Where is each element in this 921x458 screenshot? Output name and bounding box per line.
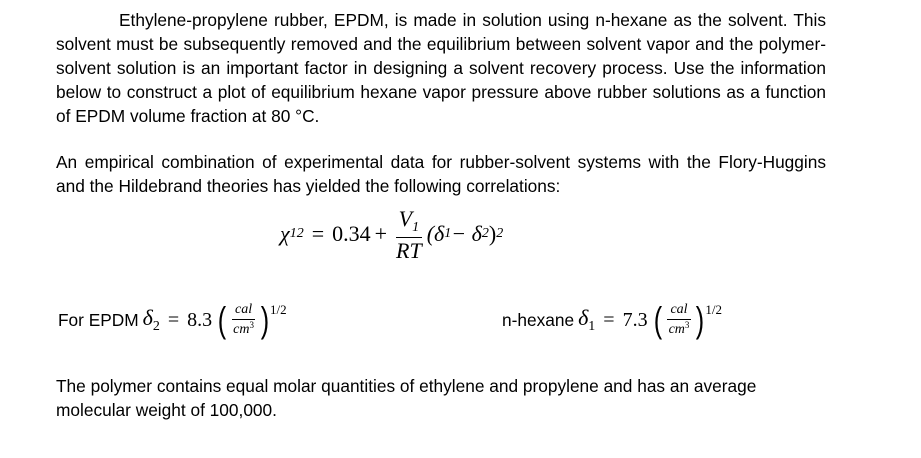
chi-symbol: χ <box>280 221 290 247</box>
equation-plus: + <box>374 221 388 247</box>
molar-volume-symbol: V <box>398 206 413 231</box>
equation-equals: = <box>311 221 325 247</box>
hexane-label: n-hexane <box>502 309 575 330</box>
hexane-delta-symbol: $\delta_1$ <box>578 305 596 334</box>
epdm-value: 8.3 <box>187 308 213 331</box>
delta1-open: (δ <box>426 221 445 247</box>
epdm-equals: = <box>167 308 180 331</box>
epdm-exponent: 1/2 <box>270 302 287 317</box>
epdm-label: For EPDM <box>58 309 139 330</box>
chi-subscript: 12 <box>289 226 304 242</box>
equation-power: 2 <box>496 226 504 242</box>
epdm-solubility-parameter: For EPDM $\delta_2$ = 8.3 ( $\frac{\text{cal}}{cm^3}$ ) 1/2 <box>58 299 287 340</box>
delta2-minus: − δ <box>451 221 482 247</box>
correlation-paragraph: An empirical combination of experimental data for rubber-solvent systems with the Flory-Huggins and the Hildebrand theories has yielded the following correlations: <box>56 152 826 196</box>
epdm-unit: $\frac{\text{cal}}{cm^3}$ <box>233 301 254 337</box>
rt-denominator: RT <box>396 237 422 263</box>
polymer-paragraph: The polymer contains equal molar quantities of ethylene and propylene and has an average molecular weight of 100,000. <box>56 376 757 420</box>
hexane-exponent: 1/2 <box>705 302 723 317</box>
equation-constant: 0.34 <box>332 221 371 247</box>
chi-equation <box>280 207 503 262</box>
hexane-unit: $\frac{\text{cal}}{cm^3}$ <box>668 301 690 337</box>
volume-over-rt-fraction <box>393 207 425 262</box>
equation-close-paren: ) <box>488 221 497 247</box>
hexane-solubility-parameter: n-hexane $\delta_1$ = 7.3 ( $\frac{\text{cal}}{cm^3}$ ) 1/2 <box>502 299 723 340</box>
intro-paragraph: Ethylene-propylene rubber, EPDM, is made in solution using n-hexane as the solvent. This solvent must be subsequently removed and the equilibrium between solvent vapor and the polymer-solvent solution is an important factor in designing a solvent recovery process. Use the information below to construct a plot of equilibrium hexane vapor pressure above rubber solutions as a function of EPDM volume fraction at 80 °C. <box>56 10 826 126</box>
hexane-value: 7.3 <box>622 308 648 331</box>
hexane-equals: = <box>603 308 615 331</box>
delta2-subscript: 2 <box>481 226 489 242</box>
molar-volume-subscript: 1 <box>412 220 420 235</box>
delta1-subscript: 1 <box>444 226 452 242</box>
epdm-delta-symbol: $\delta_2$ <box>142 305 160 334</box>
